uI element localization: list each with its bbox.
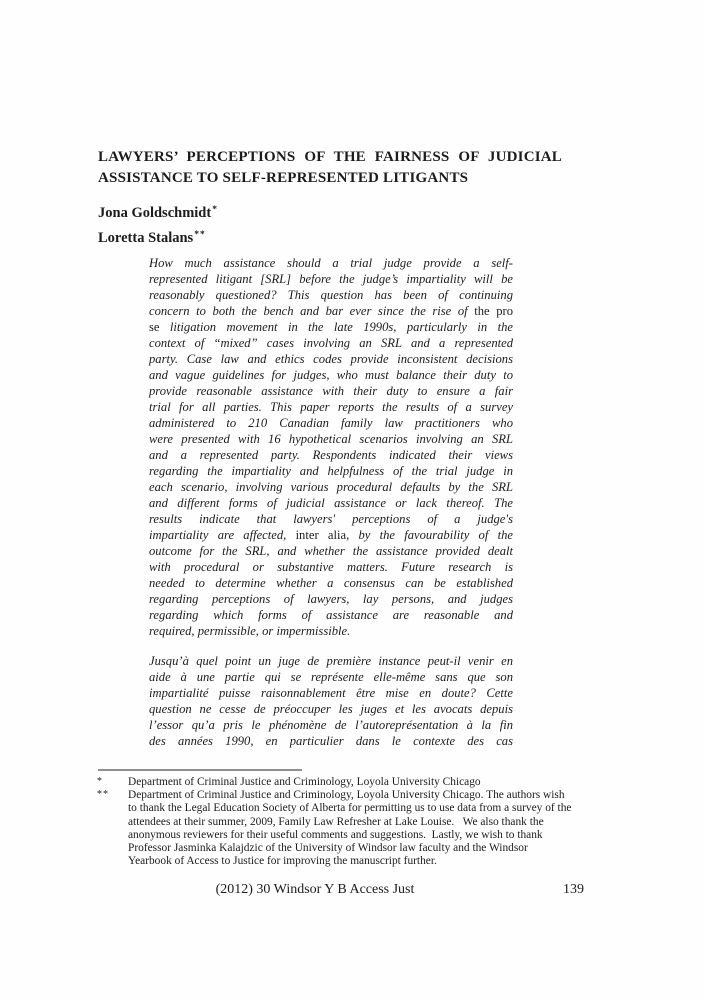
author-2-footnote-marker: **	[194, 229, 206, 240]
author-1-footnote-marker: *	[212, 205, 218, 215]
abstract-english: How much assistance should a trial judge provide a self- represented litigant [SRL] before the judge’s impartiality will be reasonably questioned? This question has been of continuing concern to both the bench and bar ever since the rise of the pro se litigation movement in the late 1990s, particularly in the context of “mixed” cases involving an SRL and a represented party. Case law and ethics codes provide inconsistent decisions and vague guidelines for judges, who must balance their duty to provide reasonable assistance with their duty to ensure a fair trial for all parties. This paper reports the results of a survey administered to 210 Canadian family law practitioners who were presented with 16 hypothetical scenarios involving an SRL and a represented party. Respondents indicated their views regarding the impartiality and helpfulness of the trial judge in each scenario, involving various procedural defaults by the SRL and different forms of judicial assistance or lack thereof. The results indicate that lawyers' perceptions of a judge's impartiality are affected, inter alia, by the favourability of the outcome for the SRL, and whether the assistance provided dealt with procedural or substantive matters. Future research is needed to determine whether a consensus can be established regarding perceptions of lawyers, lay persons, and judges regarding which forms of assistance are reasonable and required, permissible, or impermissible.	[149, 256, 514, 638]
footnote-2-marker: **	[97, 789, 109, 801]
article-title-line-2: ASSISTANCE TO SELF-REPRESENTED LITIGANTS	[98, 169, 469, 186]
footnote-1-text: Department of Criminal Justice and Criminology, Loyola University Chicago	[128, 776, 481, 788]
abstract-french: Jusqu’à quel point un juge de première instance peut-il venir en aide à une partie qui se représente elle-même sans que son impartialité puisse raisonnablement être mise en doute? Cette question ne cesse de préoccuper les juges et les avocats depuis l’essor qu’a pris le phénomène de l’autoreprésentation à la fin des années 1990, en particulier dans le contexte des cas	[149, 654, 513, 748]
author-block	[98, 199, 217, 249]
footnote-1-marker: *	[97, 776, 103, 787]
page-number: 139	[563, 882, 584, 897]
author-2-name: Loretta Stalans	[98, 229, 194, 246]
author-1-name: Jona Goldschmidt	[98, 204, 212, 221]
article-title	[98, 147, 562, 188]
footnote-rule	[98, 769, 302, 771]
journal-citation: (2012) 30 Windsor Y B Access Just	[215, 882, 415, 897]
article-title-line-1: LAWYERS’ PERCEPTIONS OF THE FAIRNESS OF JUDICIAL	[98, 149, 562, 165]
author-1	[98, 199, 217, 224]
footnote-1	[97, 776, 628, 789]
footnote-block	[97, 776, 628, 868]
author-2	[98, 224, 217, 249]
footnote-2	[97, 789, 628, 868]
footnote-2-text: Department of Criminal Justice and Criminology, Loyola University Chicago. The authors wish to thank the Legal Education Society of Alberta for permitting us to use data from a survey of the attendees at their summer, 2009, Family Law Refresher at Lake Louise. We also thank the anonymous reviewers for their useful comments and suggestions. Lastly, we wish to thank Professor Jasminka Kalajdzic of the University of Windsor law faculty and the Windsor Yearbook of Access to Justice for improving the manuscript further.	[128, 789, 572, 868]
